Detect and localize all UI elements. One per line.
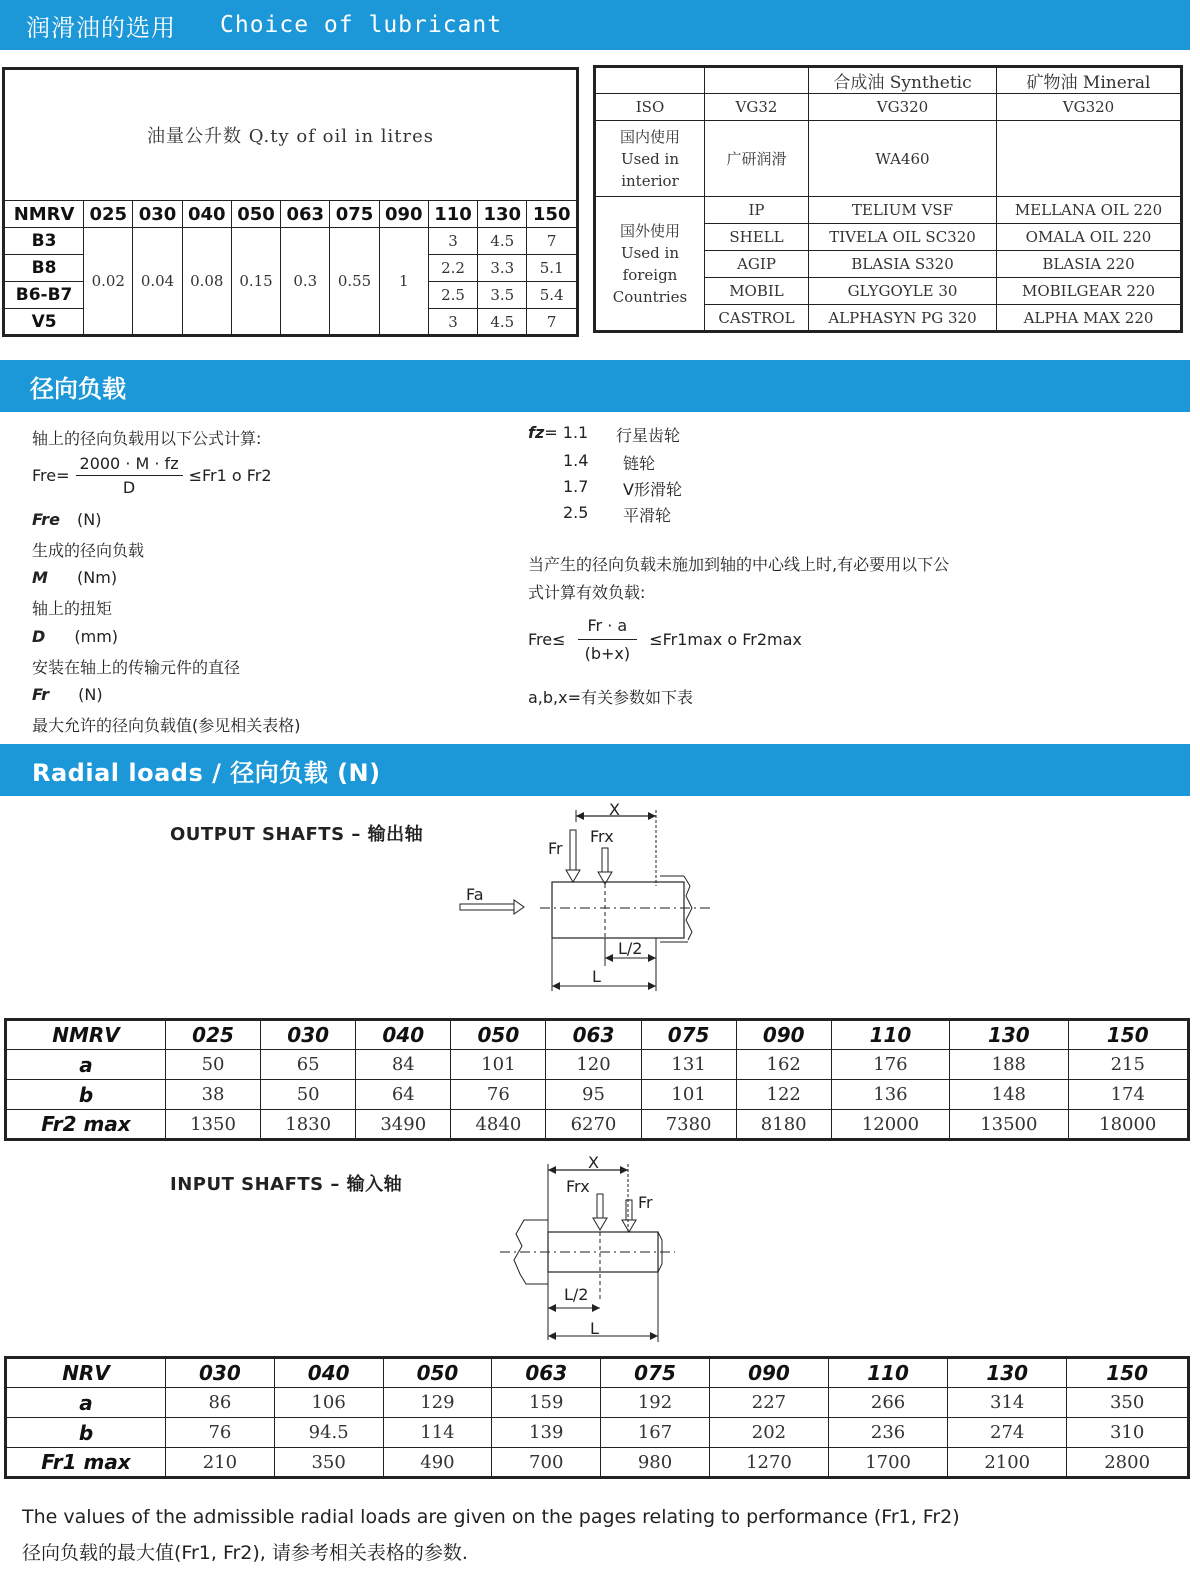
mounting-position: B6-B7 (4, 282, 84, 309)
oil-quantity-value: 0.55 (330, 228, 379, 336)
input-shafts-title: INPUT SHAFTS – 输入轴 (170, 1174, 403, 1195)
table-cell: 95 (546, 1080, 641, 1110)
size-header: 110 (829, 1358, 948, 1388)
mounting-position: B8 (4, 255, 84, 282)
table-cell: 159 (492, 1388, 601, 1418)
input-row-a (6, 1388, 1189, 1418)
oil-quantity-value: 0.15 (231, 228, 280, 336)
oil-size-header: 130 (478, 201, 527, 228)
x-label: X (588, 1153, 599, 1172)
table-cell: 136 (831, 1080, 949, 1110)
fre-numerator: 2000 · M · fz (76, 454, 183, 476)
table-cell: 227 (709, 1388, 828, 1418)
fz-value: 1.4 (563, 451, 589, 470)
synthetic-header: 合成油 Synthetic (809, 67, 997, 94)
domestic-label-line: interior (621, 171, 679, 190)
fz-value: = 1.1 (544, 423, 589, 442)
size-header: 130 (950, 1020, 1068, 1050)
domestic-brand: 广研润滑 (705, 121, 809, 197)
table-cell: 101 (451, 1050, 546, 1080)
size-header: 075 (601, 1358, 710, 1388)
oil-product: GLYGOYLE 30 (809, 278, 997, 305)
oil-product: ALPHASYN PG 320 (809, 305, 997, 332)
fr-label: Fr (638, 1193, 653, 1212)
foreign-label-line: 国外使用 (619, 221, 680, 240)
oil-quantity-value: 5.4 (527, 282, 578, 309)
fre2-rhs: ≤Fr1max o Fr2max (649, 630, 802, 649)
table-cell: 12000 (831, 1110, 949, 1140)
oil-size-header: 050 (231, 201, 280, 228)
foreign-row (595, 197, 1182, 224)
def-unit: (Nm) (77, 568, 118, 587)
offcenter-text: 当产生的径向负载未施加到轴的中心线上时,有必要用以下公 (528, 555, 950, 574)
fre-denominator: D (122, 478, 136, 497)
row-label: Fr1 max (6, 1448, 166, 1478)
row-label: b (6, 1418, 166, 1448)
fre2-fraction (578, 616, 638, 663)
oil-quantity-value: 1 (379, 228, 428, 336)
oil-row-b3 (4, 228, 578, 255)
domestic-synthetic: WA460 (809, 121, 997, 197)
fz-value: 2.5 (563, 503, 589, 522)
radial-section-title: 径向负载 (30, 374, 126, 403)
oil-product: MELLANA OIL 220 (997, 197, 1182, 224)
table-cell: 129 (383, 1388, 492, 1418)
oil-quantity-value: 0.3 (281, 228, 330, 336)
oil-quantity-value: 4.5 (478, 309, 527, 336)
l2-label: L/2 (618, 939, 643, 958)
l-label: L (590, 1319, 599, 1338)
def-symbol: Fre (32, 510, 60, 529)
fre-lhs: Fre= (32, 466, 70, 485)
fa-label: Fa (466, 885, 484, 904)
radial-loads-banner (0, 744, 1190, 796)
oil-quantity-value: 7 (527, 309, 578, 336)
size-header: 050 (451, 1020, 546, 1050)
table-cell: 18000 (1068, 1110, 1188, 1140)
lubricant-title-cn: 润滑油的选用 (26, 13, 176, 42)
size-header: 110 (831, 1020, 949, 1050)
fz-value: 1.7 (563, 477, 589, 496)
table-cell: 1270 (709, 1448, 828, 1478)
domestic-label-line: Used in (620, 149, 680, 168)
fz-desc: 行星齿轮 (616, 426, 681, 445)
blank-cell (595, 67, 705, 94)
oil-size-header: 040 (182, 201, 231, 228)
lubricant-table (593, 65, 1183, 333)
oil-product: OMALA OIL 220 (997, 224, 1182, 251)
oil-quantity-value: 3 (428, 309, 477, 336)
oil-model-label: NMRV (4, 201, 84, 228)
table-cell: 86 (166, 1388, 275, 1418)
table-cell: 120 (546, 1050, 641, 1080)
fz-row (528, 423, 681, 445)
fr-label: Fr (548, 839, 563, 858)
table-cell: 6270 (546, 1110, 641, 1140)
table-cell: 266 (829, 1388, 948, 1418)
size-header: 090 (736, 1020, 831, 1050)
table-cell: 2800 (1067, 1448, 1189, 1478)
radial-section-banner (0, 360, 1190, 412)
oil-quantity-table (2, 67, 579, 337)
mounting-position: V5 (4, 309, 84, 336)
row-label: Fr2 max (6, 1110, 166, 1140)
mineral-header: 矿物油 Mineral (997, 67, 1182, 94)
oil-product: BLASIA 220 (997, 251, 1182, 278)
table-cell: 84 (356, 1050, 451, 1080)
oil-quantity-value: 3.3 (478, 255, 527, 282)
size-header: 030 (261, 1020, 356, 1050)
def-m (32, 568, 117, 587)
fz-label: fz (528, 423, 545, 442)
table-cell: 13500 (950, 1110, 1068, 1140)
table-cell: 101 (641, 1080, 736, 1110)
oil-quantity-value: 5.1 (527, 255, 578, 282)
table-cell: 215 (1068, 1050, 1188, 1080)
table-cell: 202 (709, 1418, 828, 1448)
l-label: L (592, 967, 601, 986)
offcenter-text: 式计算有效负载: (528, 583, 646, 602)
oil-brand: AGIP (705, 251, 809, 278)
oil-quantity-value: 3.5 (478, 282, 527, 309)
lubricant-section-banner (0, 0, 1190, 50)
oil-quantity-value: 4.5 (478, 228, 527, 255)
fre2-numerator: Fr · a (578, 616, 638, 640)
table-cell: 4840 (451, 1110, 546, 1140)
fre2-lhs: Fre≤ (528, 630, 566, 649)
oil-brand: IP (705, 197, 809, 224)
fz-row (563, 503, 672, 525)
model-label: NMRV (6, 1020, 166, 1050)
row-label: b (6, 1080, 166, 1110)
fre-formula (32, 454, 272, 497)
table-cell: 490 (383, 1448, 492, 1478)
size-header: 040 (356, 1020, 451, 1050)
input-shaft-diagram (490, 1150, 690, 1350)
frx-label: Frx (566, 1177, 590, 1196)
lubricant-title-en: Choice of lubricant (220, 12, 503, 38)
domestic-label-line: 国内使用 (619, 127, 680, 146)
table-cell: 114 (383, 1418, 492, 1448)
table-cell: 188 (950, 1050, 1068, 1080)
fz-row (563, 451, 656, 473)
size-header: 030 (166, 1358, 275, 1388)
def-unit: (N) (78, 685, 103, 704)
def-desc: 安装在轴上的传输元件的直径 (32, 658, 241, 677)
model-label: NRV (6, 1358, 166, 1388)
oil-size-header: 063 (281, 201, 330, 228)
fz-row (563, 477, 682, 499)
abx-note: a,b,x=有关参数如下表 (528, 688, 694, 707)
fre2-formula (528, 616, 802, 663)
table-cell: 350 (1067, 1388, 1189, 1418)
fz-desc: 平滑轮 (623, 506, 672, 525)
table-cell: 50 (166, 1050, 261, 1080)
table-cell: 94.5 (274, 1418, 383, 1448)
def-symbol: D (32, 627, 46, 646)
table-cell: 350 (274, 1448, 383, 1478)
iso-label: ISO (595, 94, 705, 121)
table-cell: 131 (641, 1050, 736, 1080)
oil-quantity-value: 3 (428, 228, 477, 255)
fre-fraction (76, 454, 183, 497)
table-cell: 1830 (261, 1110, 356, 1140)
oil-size-header: 150 (527, 201, 578, 228)
table-cell: 38 (166, 1080, 261, 1110)
def-symbol: M (32, 568, 48, 587)
table-cell: 76 (451, 1080, 546, 1110)
size-header: 050 (383, 1358, 492, 1388)
output-shafts-title: OUTPUT SHAFTS – 输出轴 (170, 824, 424, 845)
fz-desc: V形滑轮 (623, 480, 682, 499)
iso-value: VG320 (997, 94, 1182, 121)
size-header: 090 (709, 1358, 828, 1388)
table-cell: 176 (831, 1050, 949, 1080)
size-header: 075 (641, 1020, 736, 1050)
fre-rhs: ≤Fr1 o Fr2 (188, 466, 272, 485)
output-shaft-diagram (440, 796, 730, 996)
input-row-b (6, 1418, 1189, 1448)
frx-label: Frx (590, 827, 614, 846)
fre2-denominator: (b+x) (584, 644, 631, 663)
def-unit: (N) (77, 510, 102, 529)
oil-quantity-value: 0.08 (182, 228, 231, 336)
x-label: X (609, 800, 620, 819)
table-cell: 3490 (356, 1110, 451, 1140)
oil-quantity-header: 油量公升数 Q.ty of oil in litres (4, 69, 578, 201)
size-header: 063 (546, 1020, 641, 1050)
def-desc: 轴上的扭矩 (32, 599, 113, 618)
table-cell: 162 (736, 1050, 831, 1080)
foreign-label-line: Used in (620, 243, 680, 262)
def-fr (32, 685, 103, 704)
formula-intro: 轴上的径向负载用以下公式计算: (32, 429, 262, 448)
def-desc: 最大允许的径向负载值(参见相关表格) (32, 716, 301, 735)
domestic-label (595, 121, 705, 197)
oil-size-header: 090 (379, 201, 428, 228)
table-cell: 236 (829, 1418, 948, 1448)
oil-brand: SHELL (705, 224, 809, 251)
oil-product: TIVELA OIL SC320 (809, 224, 997, 251)
oil-quantity-value: 2.5 (428, 282, 477, 309)
input-row-fr1max (6, 1448, 1189, 1478)
size-header: 150 (1067, 1358, 1189, 1388)
oil-product: MOBILGEAR 220 (997, 278, 1182, 305)
input-table-header (6, 1358, 1189, 1388)
table-cell: 210 (166, 1448, 275, 1478)
oil-quantity-value: 2.2 (428, 255, 477, 282)
def-desc: 生成的径向负载 (32, 541, 145, 560)
row-label: a (6, 1050, 166, 1080)
foreign-label-line: foreign (622, 265, 678, 284)
table-cell: 314 (948, 1388, 1067, 1418)
size-header: 130 (948, 1358, 1067, 1388)
output-row-b (6, 1080, 1189, 1110)
oil-quantity-value: 7 (527, 228, 578, 255)
table-cell: 1700 (829, 1448, 948, 1478)
table-cell: 700 (492, 1448, 601, 1478)
table-cell: 980 (601, 1448, 710, 1478)
size-header: 040 (274, 1358, 383, 1388)
blank-cell (705, 67, 809, 94)
table-cell: 65 (261, 1050, 356, 1080)
oil-brand: MOBIL (705, 278, 809, 305)
table-cell: 76 (166, 1418, 275, 1448)
domestic-mineral (997, 121, 1182, 197)
footer-note-en: The values of the admissible radial loads are given on the pages relating to performance (Fr1, Fr2) (22, 1506, 960, 1528)
table-cell: 106 (274, 1388, 383, 1418)
iso-value: VG320 (809, 94, 997, 121)
radial-loads-title: Radial loads / 径向负载 (N) (32, 758, 381, 787)
oil-product: ALPHA MAX 220 (997, 305, 1182, 332)
size-header: 025 (166, 1020, 261, 1050)
fz-desc: 链轮 (623, 454, 656, 473)
input-shafts-table (4, 1356, 1190, 1479)
output-table-header (6, 1020, 1189, 1050)
table-cell: 64 (356, 1080, 451, 1110)
l2-label: L/2 (564, 1285, 589, 1304)
def-fre (32, 510, 101, 529)
table-cell: 2100 (948, 1448, 1067, 1478)
table-cell: 148 (950, 1080, 1068, 1110)
oil-size-row (4, 201, 578, 228)
oil-size-header: 110 (428, 201, 477, 228)
foreign-label-line: Countries (612, 287, 688, 306)
oil-product: BLASIA S320 (809, 251, 997, 278)
output-row-fr2max (6, 1110, 1189, 1140)
table-cell: 174 (1068, 1080, 1188, 1110)
size-header: 150 (1068, 1020, 1188, 1050)
iso-value: VG32 (705, 94, 809, 121)
table-cell: 274 (948, 1418, 1067, 1448)
def-symbol: Fr (32, 685, 50, 704)
foreign-label (595, 197, 705, 332)
mounting-position: B3 (4, 228, 84, 255)
table-cell: 139 (492, 1418, 601, 1448)
table-cell: 7380 (641, 1110, 736, 1140)
size-header: 063 (492, 1358, 601, 1388)
oil-size-header: 075 (330, 201, 379, 228)
def-unit: (mm) (74, 627, 119, 646)
table-cell: 310 (1067, 1418, 1189, 1448)
def-d (32, 627, 118, 646)
output-shafts-table (4, 1018, 1190, 1141)
row-label: a (6, 1388, 166, 1418)
table-cell: 8180 (736, 1110, 831, 1140)
oil-quantity-value: 0.04 (133, 228, 182, 336)
oil-product: TELIUM VSF (809, 197, 997, 224)
oil-size-header: 025 (84, 201, 133, 228)
output-row-a (6, 1050, 1189, 1080)
table-cell: 50 (261, 1080, 356, 1110)
table-cell: 122 (736, 1080, 831, 1110)
footer-note-cn: 径向负载的最大值(Fr1, Fr2), 请参考相关表格的参数. (22, 1542, 468, 1564)
table-cell: 192 (601, 1388, 710, 1418)
oil-brand: CASTROL (705, 305, 809, 332)
table-cell: 167 (601, 1418, 710, 1448)
oil-quantity-value: 0.02 (84, 228, 133, 336)
oil-size-header: 030 (133, 201, 182, 228)
table-cell: 1350 (166, 1110, 261, 1140)
